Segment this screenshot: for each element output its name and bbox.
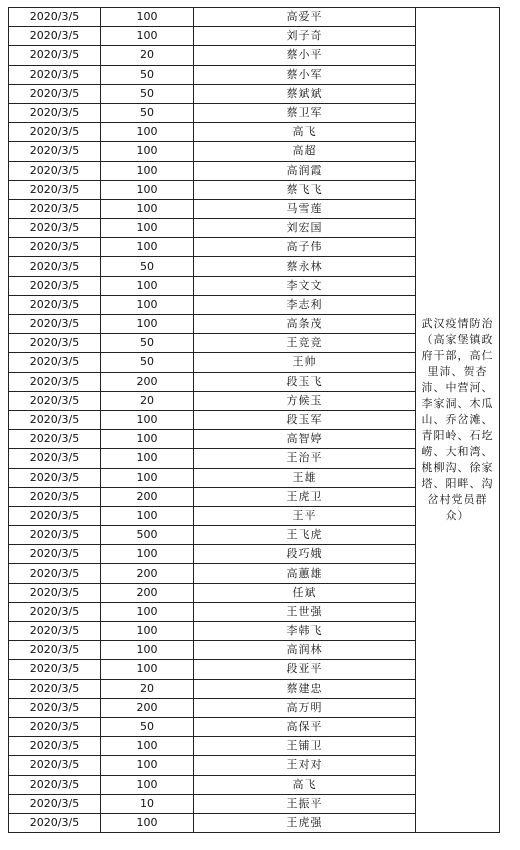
donor-name-cell: 高保平 [194, 717, 416, 736]
donor-name-cell: 高智婷 [194, 430, 416, 449]
date-cell: 2020/3/5 [9, 564, 101, 583]
date-cell: 2020/3/5 [9, 65, 101, 84]
donor-name-cell: 蔡永林 [194, 257, 416, 276]
donor-name-cell: 高润霞 [194, 161, 416, 180]
donor-name-cell: 蔡小平 [194, 46, 416, 65]
donor-name-cell: 王世强 [194, 602, 416, 621]
amount-cell: 50 [101, 103, 194, 122]
donor-name-cell: 高蕙雄 [194, 564, 416, 583]
amount-cell: 200 [101, 564, 194, 583]
donor-name-cell: 高超 [194, 142, 416, 161]
donor-name-cell: 段亚平 [194, 660, 416, 679]
date-cell: 2020/3/5 [9, 295, 101, 314]
amount-cell: 100 [101, 410, 194, 429]
date-cell: 2020/3/5 [9, 583, 101, 602]
amount-cell: 200 [101, 487, 194, 506]
date-cell: 2020/3/5 [9, 142, 101, 161]
date-cell: 2020/3/5 [9, 468, 101, 487]
date-cell: 2020/3/5 [9, 46, 101, 65]
date-cell: 2020/3/5 [9, 84, 101, 103]
donor-name-cell: 蔡建忠 [194, 679, 416, 698]
amount-cell: 100 [101, 430, 194, 449]
amount-cell: 50 [101, 334, 194, 353]
date-cell: 2020/3/5 [9, 257, 101, 276]
donor-name-cell: 刘子奇 [194, 27, 416, 46]
amount-cell: 50 [101, 353, 194, 372]
donor-name-cell: 段玉军 [194, 410, 416, 429]
date-cell: 2020/3/5 [9, 391, 101, 410]
date-cell: 2020/3/5 [9, 717, 101, 736]
amount-cell: 100 [101, 123, 194, 142]
date-cell: 2020/3/5 [9, 334, 101, 353]
donor-name-cell: 蔡卫军 [194, 103, 416, 122]
table-body [9, 8, 500, 833]
date-cell: 2020/3/5 [9, 353, 101, 372]
amount-cell: 100 [101, 142, 194, 161]
date-cell: 2020/3/5 [9, 622, 101, 641]
date-cell: 2020/3/5 [9, 775, 101, 794]
donor-name-cell: 李志利 [194, 295, 416, 314]
donor-name-cell: 高条茂 [194, 315, 416, 334]
donor-name-cell: 段巧娥 [194, 545, 416, 564]
date-cell: 2020/3/5 [9, 487, 101, 506]
donor-name-cell: 王飞虎 [194, 526, 416, 545]
donor-name-cell: 王振平 [194, 794, 416, 813]
amount-cell: 100 [101, 8, 194, 27]
date-cell: 2020/3/5 [9, 276, 101, 295]
date-cell: 2020/3/5 [9, 161, 101, 180]
donor-name-cell: 王治平 [194, 449, 416, 468]
donation-sheet [8, 7, 500, 833]
amount-cell: 20 [101, 46, 194, 65]
date-cell: 2020/3/5 [9, 123, 101, 142]
amount-cell: 100 [101, 622, 194, 641]
amount-cell: 200 [101, 698, 194, 717]
donor-name-cell: 高子伟 [194, 238, 416, 257]
date-cell: 2020/3/5 [9, 756, 101, 775]
date-cell: 2020/3/5 [9, 180, 101, 199]
donor-name-cell: 蔡小军 [194, 65, 416, 84]
date-cell: 2020/3/5 [9, 410, 101, 429]
donor-name-cell: 方候玉 [194, 391, 416, 410]
donor-name-cell: 高爱平 [194, 8, 416, 27]
amount-cell: 100 [101, 219, 194, 238]
amount-cell: 100 [101, 545, 194, 564]
donor-name-cell: 王平 [194, 506, 416, 525]
amount-cell: 100 [101, 180, 194, 199]
donor-name-cell: 王铺卫 [194, 737, 416, 756]
amount-cell: 50 [101, 65, 194, 84]
donor-name-cell: 刘宏国 [194, 219, 416, 238]
donor-name-cell: 蔡飞飞 [194, 180, 416, 199]
date-cell: 2020/3/5 [9, 679, 101, 698]
amount-cell: 100 [101, 238, 194, 257]
amount-cell: 200 [101, 372, 194, 391]
amount-cell: 100 [101, 449, 194, 468]
date-cell: 2020/3/5 [9, 449, 101, 468]
donor-name-cell: 李韩飞 [194, 622, 416, 641]
purpose-note-cell [416, 8, 500, 833]
amount-cell: 100 [101, 315, 194, 334]
donor-name-cell: 王帅 [194, 353, 416, 372]
donor-name-cell: 王雄 [194, 468, 416, 487]
amount-cell: 100 [101, 506, 194, 525]
amount-cell: 100 [101, 660, 194, 679]
donor-name-cell: 蔡斌斌 [194, 84, 416, 103]
donor-name-cell: 高飞 [194, 123, 416, 142]
date-cell: 2020/3/5 [9, 737, 101, 756]
date-cell: 2020/3/5 [9, 219, 101, 238]
amount-cell: 50 [101, 717, 194, 736]
date-cell: 2020/3/5 [9, 794, 101, 813]
amount-cell: 50 [101, 84, 194, 103]
amount-cell: 100 [101, 468, 194, 487]
donor-name-cell: 高润林 [194, 641, 416, 660]
table-row [9, 8, 500, 27]
date-cell: 2020/3/5 [9, 545, 101, 564]
amount-cell: 500 [101, 526, 194, 545]
amount-cell: 100 [101, 602, 194, 621]
amount-cell: 100 [101, 641, 194, 660]
date-cell: 2020/3/5 [9, 103, 101, 122]
amount-cell: 100 [101, 737, 194, 756]
amount-cell: 100 [101, 756, 194, 775]
amount-cell: 100 [101, 813, 194, 832]
date-cell: 2020/3/5 [9, 430, 101, 449]
amount-cell: 50 [101, 257, 194, 276]
amount-cell: 10 [101, 794, 194, 813]
date-cell: 2020/3/5 [9, 372, 101, 391]
donor-name-cell: 任斌 [194, 583, 416, 602]
amount-cell: 100 [101, 161, 194, 180]
amount-cell: 100 [101, 199, 194, 218]
donor-name-cell: 马雪莲 [194, 199, 416, 218]
donor-name-cell: 王竞竞 [194, 334, 416, 353]
amount-cell: 100 [101, 276, 194, 295]
amount-cell: 100 [101, 775, 194, 794]
donor-name-cell: 李文文 [194, 276, 416, 295]
date-cell: 2020/3/5 [9, 698, 101, 717]
donor-name-cell: 高飞 [194, 775, 416, 794]
date-cell: 2020/3/5 [9, 315, 101, 334]
purpose-note-text: 武汉疫情防治（高家堡镇政府干部，高仁里沛、贺杏沛、中营河、李家洞、木瓜山、乔岔滩、青阳岭、石圪崂、大和湾、桃柳沟、徐家塔、阳畔、沟岔村党员群众） [421, 317, 494, 523]
amount-cell: 20 [101, 679, 194, 698]
donation-table [8, 7, 500, 833]
date-cell: 2020/3/5 [9, 27, 101, 46]
date-cell: 2020/3/5 [9, 238, 101, 257]
amount-cell: 20 [101, 391, 194, 410]
date-cell: 2020/3/5 [9, 813, 101, 832]
donor-name-cell: 王虎强 [194, 813, 416, 832]
date-cell: 2020/3/5 [9, 199, 101, 218]
date-cell: 2020/3/5 [9, 8, 101, 27]
date-cell: 2020/3/5 [9, 506, 101, 525]
amount-cell: 100 [101, 27, 194, 46]
date-cell: 2020/3/5 [9, 526, 101, 545]
amount-cell: 200 [101, 583, 194, 602]
donor-name-cell: 段玉飞 [194, 372, 416, 391]
donor-name-cell: 王虎卫 [194, 487, 416, 506]
donor-name-cell: 高万明 [194, 698, 416, 717]
date-cell: 2020/3/5 [9, 641, 101, 660]
date-cell: 2020/3/5 [9, 660, 101, 679]
amount-cell: 100 [101, 295, 194, 314]
donor-name-cell: 王对对 [194, 756, 416, 775]
date-cell: 2020/3/5 [9, 602, 101, 621]
